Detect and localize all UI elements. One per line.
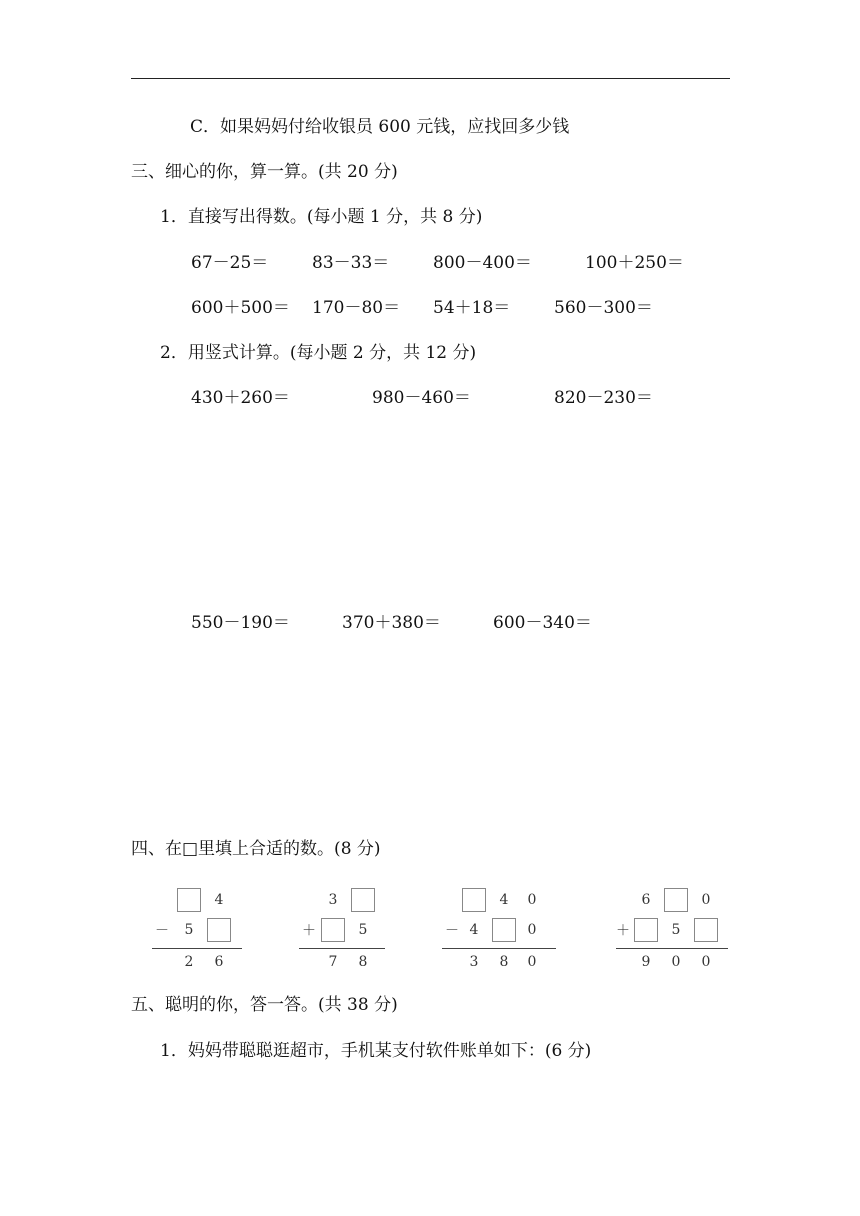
sum-line	[152, 948, 242, 949]
digit: 5	[671, 922, 681, 938]
blank-box[interactable]	[492, 918, 516, 942]
operator: －	[155, 923, 169, 939]
section3-q1-title: 1．直接写出得数。(每小题 1 分，共 8 分)	[160, 207, 483, 227]
digit: 2	[184, 954, 194, 970]
digit: 3	[469, 954, 479, 970]
sum-line	[299, 948, 385, 949]
section4-title: 四、在□里填上合适的数。(8 分)	[131, 839, 381, 859]
blank-box[interactable]	[321, 918, 345, 942]
operator: －	[445, 923, 459, 939]
oral-calc-5: 600＋500＝	[191, 298, 290, 318]
operator: ＋	[616, 923, 630, 939]
digit: 5	[358, 922, 368, 938]
vertical-calc-6: 600－340＝	[493, 613, 592, 633]
digit: 6	[214, 954, 224, 970]
digit: 3	[328, 892, 338, 908]
digit: 0	[527, 954, 537, 970]
oral-calc-8: 560－300＝	[554, 298, 653, 318]
blank-box[interactable]	[634, 918, 658, 942]
digit: 5	[184, 922, 194, 938]
blank-box[interactable]	[207, 918, 231, 942]
blank-box[interactable]	[462, 888, 486, 912]
oral-calc-1: 67－25＝	[191, 253, 269, 273]
digit: 9	[641, 954, 651, 970]
digit: 7	[328, 954, 338, 970]
digit: 8	[499, 954, 509, 970]
section3-q2-title: 2．用竖式计算。(每小题 2 分，共 12 分)	[160, 343, 477, 363]
digit: 0	[671, 954, 681, 970]
digit: 8	[358, 954, 368, 970]
digit: 4	[214, 892, 224, 908]
oral-calc-7: 54＋18＝	[433, 298, 511, 318]
oral-calc-4: 100＋250＝	[585, 253, 684, 273]
section5-title: 五、聪明的你，答一答。(共 38 分)	[131, 995, 398, 1015]
vertical-calc-2: 980－460＝	[372, 388, 471, 408]
blank-box[interactable]	[177, 888, 201, 912]
sum-line	[442, 948, 556, 949]
section3-title: 三、细心的你，算一算。(共 20 分)	[131, 162, 398, 182]
digit: 0	[701, 892, 711, 908]
oral-calc-3: 800－400＝	[433, 253, 532, 273]
puzzle-3	[440, 884, 570, 974]
digit: 0	[527, 922, 537, 938]
operator: ＋	[302, 923, 316, 939]
blank-box[interactable]	[694, 918, 718, 942]
oral-calc-2: 83－33＝	[312, 253, 390, 273]
header-rule	[131, 78, 730, 79]
vertical-calc-5: 370＋380＝	[342, 613, 441, 633]
digit: 4	[469, 922, 479, 938]
digit: 0	[527, 892, 537, 908]
vertical-calc-3: 820－230＝	[554, 388, 653, 408]
digit: 0	[701, 954, 711, 970]
section5-q1-title: 1．妈妈带聪聪逛超市，手机某支付软件账单如下：(6 分)	[160, 1041, 592, 1061]
blank-box[interactable]	[664, 888, 688, 912]
digit: 4	[499, 892, 509, 908]
sum-line	[616, 948, 728, 949]
puzzle-1	[150, 884, 270, 974]
blank-box[interactable]	[351, 888, 375, 912]
vertical-calc-1: 430＋260＝	[191, 388, 290, 408]
puzzle-2	[297, 884, 417, 974]
puzzle-4	[614, 884, 744, 974]
question-c: C．如果妈妈付给收银员 600 元钱，应找回多少钱	[190, 117, 570, 137]
vertical-calc-4: 550－190＝	[191, 613, 290, 633]
digit: 6	[641, 892, 651, 908]
oral-calc-6: 170－80＝	[312, 298, 401, 318]
